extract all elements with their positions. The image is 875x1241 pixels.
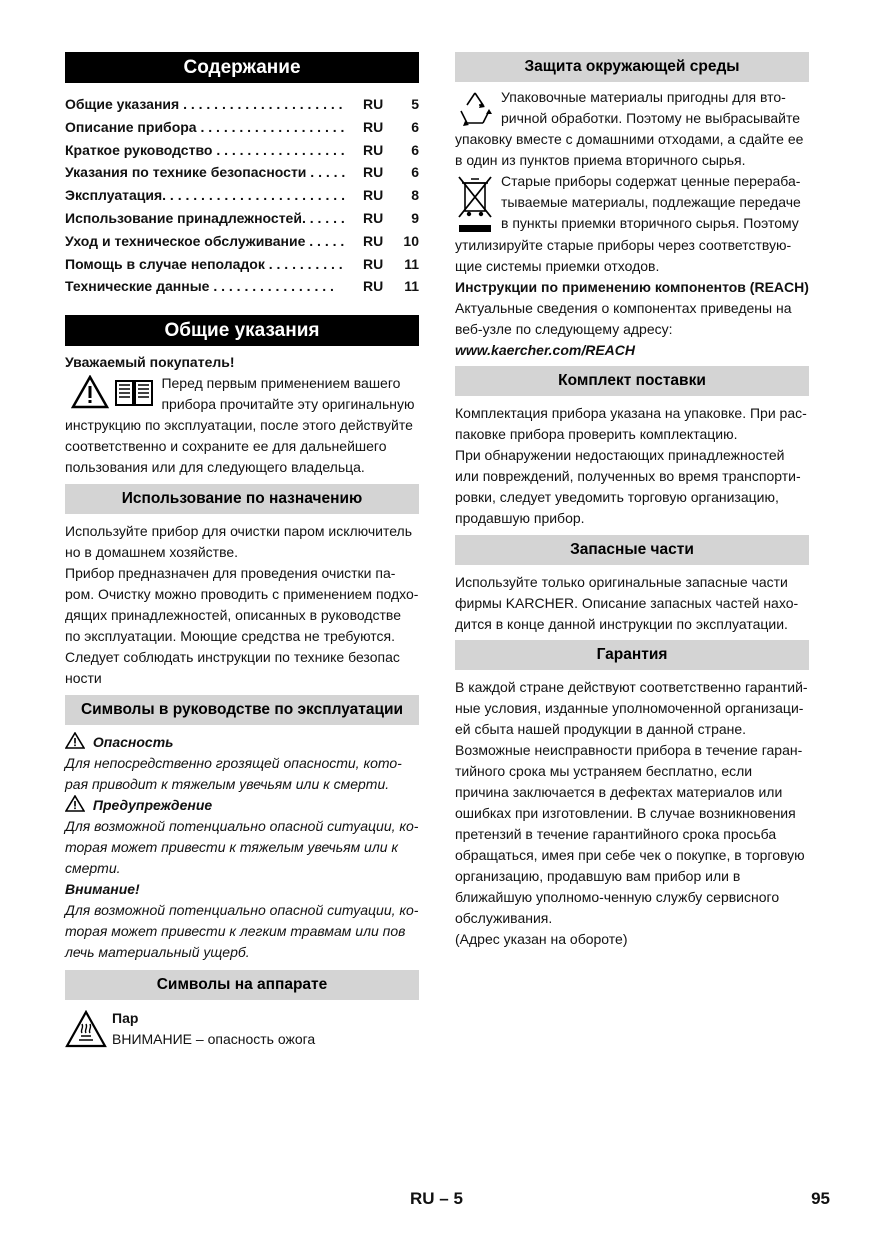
- intro-line-2: прибора прочитайте эту оригинальную: [161, 396, 415, 413]
- toc-item[interactable]: [65, 253, 419, 276]
- warning-triangle-icon: [71, 375, 109, 409]
- device-symbols-title: Символы на аппарате: [65, 970, 419, 1000]
- toc-item[interactable]: [65, 161, 419, 184]
- reach-url[interactable]: www.kaercher.com/REACH: [455, 342, 635, 358]
- footer-section: RU – 5: [410, 1189, 463, 1208]
- hot-steam-warning-icon: [65, 1010, 107, 1048]
- toc-item-lang: RU: [363, 278, 384, 295]
- warning-text: Для возможной потенциально опасной ситуации, ко-торая может привести к тяжелым увечьям или к смерти.: [65, 818, 419, 877]
- toc-item-lang: RU: [363, 118, 384, 135]
- toc-item-lang: RU: [363, 209, 384, 226]
- toc-item[interactable]: [65, 275, 419, 298]
- intro-line-1: Перед первым применением вашего: [161, 375, 401, 392]
- warranty-p2: (Адрес указан на обороте): [455, 931, 628, 947]
- steam-text: ВНИМАНИЕ – опасность ожога: [112, 1031, 316, 1048]
- toc-item-title: Общие указания . . . . . . . . . . . . . . . . . . . . .: [65, 96, 343, 112]
- env-p2-line1: Старые приборы содержат ценные перераба-: [501, 173, 801, 189]
- toc-item-page: 11: [404, 278, 419, 295]
- intended-use-title: Использование по назначению: [65, 484, 419, 514]
- toc-item-title: Технические данные . . . . . . . . . . . . . . . .: [65, 278, 334, 295]
- toc-item-title: Краткое руководство . . . . . . . . . . . . . . . . .: [65, 141, 345, 158]
- footer-page-number: 95: [811, 1189, 830, 1208]
- warning-label: Предупреждение: [92, 797, 213, 814]
- toc-item[interactable]: [65, 116, 419, 139]
- greeting: Уважаемый покупатель!: [65, 354, 235, 371]
- warning-heading: [65, 795, 419, 816]
- toc-item-page: 10: [403, 232, 419, 249]
- environment-block-2: [455, 171, 809, 277]
- toc-list: [65, 93, 419, 298]
- spare-parts-p1: Используйте только оригинальные запасные части фирмы KARCHER. Описание запасных частей нахо-дится в конце данной инструкции по эксплуатации.: [455, 574, 799, 632]
- spare-parts-title: Запасные части: [455, 535, 809, 565]
- toc-item[interactable]: [65, 139, 419, 162]
- toc-item-title: Уход и техническое обслуживание . . . . .: [65, 232, 345, 249]
- toc-item[interactable]: [65, 93, 419, 116]
- right-column: [455, 52, 809, 950]
- recycle-icon: [455, 89, 495, 127]
- toc-item[interactable]: [65, 184, 419, 207]
- toc-item[interactable]: [65, 230, 419, 253]
- warranty-p1: В каждой стране действуют соответственно гарантий-ные условия, изданные уполномоченной организаци-ей сбыта нашей продукции в данной стране. Возможные неисправности прибора в течение гаран-тийного срока мы устраняем бесплатно, если причина заключается в дефектах материалов или ошибках при изготовлении. В случае возникновения претензий в течение гарантийного срока просьба обращаться, имея при себе чек о покупке, в торговую организацию, продавшую вам прибор или в ближайшую уполномо-ченную службу сервисного обслуживания.: [455, 679, 808, 926]
- toc-item-page: 8: [411, 187, 419, 204]
- danger-heading: [65, 732, 419, 753]
- delivery-p1: Комплектация прибора указана на упаковке. При рас-паковке прибора проверить комплектацию.: [455, 405, 807, 442]
- toc-item-lang: RU: [363, 255, 384, 272]
- toc-item-title: Указания по технике безопасности . . . . .: [65, 164, 346, 181]
- intro-rest: инструкцию по эксплуатации, после этого действуйте соответственно и сохраните ее для дальнейшего пользования или для следующего владельца.: [65, 417, 413, 476]
- manual-symbols-title: Символы в руководстве по эксплуатации: [65, 695, 419, 725]
- toc-item-page: 11: [404, 255, 419, 272]
- reach-title: Инструкции по применению компонентов (REACH): [455, 279, 809, 295]
- left-column: [65, 52, 419, 1050]
- danger-text: Для непосредственно грозящей опасности, кото-рая приводит к тяжелым увечьям или к смерти.: [65, 755, 402, 793]
- toc-item-page: 6: [411, 164, 419, 181]
- general-intro: [65, 373, 419, 478]
- env-p2-line3: в пункты приемки вторичного сырья. Поэтому: [501, 215, 799, 231]
- warranty-title: Гарантия: [455, 640, 809, 670]
- manual-book-icon: [113, 375, 155, 409]
- toc-item-page: 9: [411, 209, 419, 226]
- warning-small-icon: [65, 795, 85, 812]
- env-p1-rest: упаковку вместе с домашними отходами, а сдайте ее в один из пунктов приема вторичного сырья.: [455, 131, 804, 168]
- toc-item-lang: RU: [363, 164, 384, 181]
- env-p2-line2: тываемые материалы, подлежащие передаче: [501, 194, 801, 210]
- toc-item-title: Помощь в случае неполадок . . . . . . . . . .: [65, 255, 343, 272]
- intended-use-p1: Используйте прибор для очистки паром исключитель но в домашнем хозяйстве.: [65, 523, 412, 561]
- delivery-p2: При обнаружении недостающих принадлежностей или повреждений, полученных во время транспорти-ровки, следует уведомить торговую организацию, продавшую прибор.: [455, 447, 801, 526]
- toc-item-title: Эксплуатация. . . . . . . . . . . . . . . . . . . . . . . .: [65, 187, 345, 204]
- reach-text: Актуальные сведения о компонентах приведены на веб-узле по следующему адресу:: [455, 300, 792, 337]
- danger-label: Опасность: [92, 734, 174, 751]
- environment-title: Защита окружающей среды: [455, 52, 809, 82]
- general-title: Общие указания: [65, 315, 419, 346]
- toc-item-title: Описание прибора . . . . . . . . . . . . . . . . . . .: [65, 118, 345, 135]
- delivery-title: Комплект поставки: [455, 366, 809, 396]
- toc-item-page: 6: [411, 141, 419, 158]
- toc-item-lang: RU: [363, 96, 384, 112]
- steam-label: Пар: [112, 1010, 139, 1027]
- crossed-bin-icon: [455, 173, 495, 235]
- toc-item-lang: RU: [363, 232, 384, 249]
- env-p2-rest: утилизируйте старые приборы через соответствую-щие системы приемки отходов.: [455, 237, 792, 274]
- toc-item-page: 5: [411, 96, 419, 112]
- caution-text: Для возможной потенциально опасной ситуации, ко-торая может привести к легким травмам или пов лечь материальный ущерб.: [65, 902, 419, 961]
- toc-item-lang: RU: [363, 141, 384, 158]
- toc-item-page: 6: [411, 118, 419, 135]
- toc-item[interactable]: [65, 207, 419, 230]
- environment-block-1: [455, 87, 809, 171]
- env-p1-line2: ричной обработки. Поэтому не выбрасывайте: [501, 110, 801, 126]
- env-p1-line1: Упаковочные материалы пригодны для вто-: [501, 89, 786, 105]
- steam-symbol-block: [65, 1008, 419, 1050]
- caution-label: Внимание!: [65, 881, 140, 898]
- toc-item-lang: RU: [363, 187, 384, 204]
- toc-title: Содержание: [65, 52, 419, 83]
- intended-use-p2: Прибор предназначен для проведения очистки па-ром. Очистку можно проводить с применением подхо-дящих принадлежностей, описанных в руководстве по эксплуатации. Моющие средства не требуются. Следует соблюдать инструкции по технике безопас ности: [65, 565, 419, 687]
- toc-item-title: Использование принадлежностей. . . . . .: [65, 209, 345, 226]
- warning-small-icon: [65, 732, 85, 749]
